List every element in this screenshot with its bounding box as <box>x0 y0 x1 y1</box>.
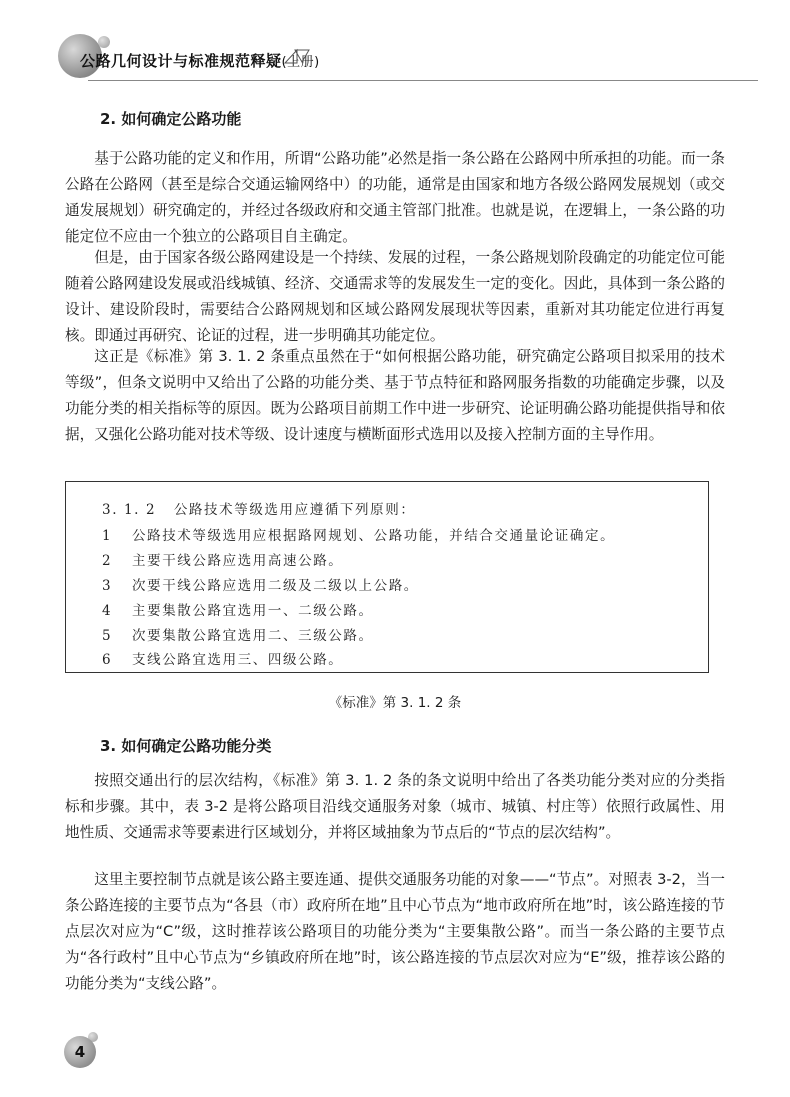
clause-item-number: 1 <box>102 528 113 544</box>
clause-item-number: 2 <box>102 553 113 569</box>
clause-item-text: 公路技术等级选用应根据路网规划、公路功能，并结合交通量论证确定。 <box>132 528 616 544</box>
section-3-title: 3. 如何确定公路功能分类 <box>100 737 272 755</box>
header-small-circle-decoration <box>98 36 110 48</box>
book-title-text: 公路几何设计与标准规范释疑 <box>80 52 282 70</box>
clause-heading-text: 公路技术等级选用应遵循下列原则： <box>173 502 416 518</box>
section-3-paragraph-1: 按照交通出行的层次结构，《标准》第 3. 1. 2 条的条文说明中给出了各类功能分类对应的分类指标和步骤。其中，表 3-2 是将公路项目沿线交通服务对象（城市、城镇、村庄等）依照行政属性、用地性质、交通需求等要素进行区域划分，并将区域抽象为节点后的“节点的层次结构”。 <box>65 772 725 841</box>
section-2-paragraph-3: 这正是《标准》第 3. 1. 2 条重点虽然在于“如何根据公路功能，研究确定公路项目拟采用的技术等级”，但条文说明中又给出了公路的功能分类、基于节点特征和路网服务指数的功能确定步骤，以及功能分类的相关指标等的原因。既为公路项目前期工作中进一步研究、论证明确公路功能提供指导和依据，又强化公路功能对技术等级、设计速度与横断面形式选用以及接入控制方面的主导作用。 <box>65 348 725 443</box>
clause-item <box>102 648 343 668</box>
section-2-paragraph-2: 但是，由于国家各级公路网建设是一个持续、发展的过程，一条公路规划阶段确定的功能定位可能随着公路网建设发展或沿线城镇、经济、交通需求等的发展发生一定的变化。因此，具体到一条公路的设计、建设阶段时，需要结合公路网规划和区域公路网发展现状等因素，重新对其功能定位进行再复核。即通过再研究、论证的过程，进一步明确其功能定位。 <box>65 249 725 344</box>
clause-heading <box>102 498 415 518</box>
clause-item <box>102 574 419 594</box>
book-volume: (上册) <box>281 55 320 70</box>
section-3-paragraph-2: 这里主要控制节点就是该公路主要连通、提供交通服务功能的对象——“节点”。对照表 3-2，当一条公路连接的主要节点为“各县（市）政府所在地”且中心节点为“地市政府所在地”时，该公路连接的节点层次对应为“C”级，这时推荐该公路项目的功能分类为“主要集散公路”。而当一条公路的主要节点为“各行政村”且中心节点为“乡镇政府所在地”时，该公路连接的节点层次对应为“E”级，推荐该公路的功能分类为“支线公路”。 <box>65 871 725 992</box>
clause-item-number: 4 <box>102 603 113 619</box>
header-rule <box>88 80 758 81</box>
clause-item-number: 5 <box>102 628 113 644</box>
clause-item <box>102 599 374 619</box>
clause-item-text: 主要干线公路应选用高速公路。 <box>132 553 344 569</box>
page-number: 4 <box>64 1036 96 1068</box>
clause-item <box>102 549 343 569</box>
clause-item <box>102 524 615 544</box>
clause-number: 3. 1. 2 <box>102 502 157 518</box>
clause-item-text: 支线公路宜选用三、四级公路。 <box>132 652 344 668</box>
clause-item-number: 3 <box>102 578 113 594</box>
clause-caption: 《标准》第 3. 1. 2 条 <box>328 695 462 711</box>
clause-item-number: 6 <box>102 652 113 668</box>
clause-item-text: 次要集散公路宜选用二、三级公路。 <box>132 628 374 644</box>
running-header <box>58 34 758 82</box>
clause-item <box>102 624 374 644</box>
clause-item-text: 主要集散公路宜选用一、二级公路。 <box>132 603 374 619</box>
triangle-decoration-icon <box>284 48 310 64</box>
clause-box <box>65 481 709 673</box>
section-2-paragraph-1: 基于公路功能的定义和作用，所谓“公路功能”必然是指一条公路在公路网中所承担的功能。而一条公路在公路网（甚至是综合交通运输网络中）的功能，通常是由国家和地方各级公路网发展规划（或交通发展规划）研究确定的，并经过各级政府和交通主管部门批准。也就是说，在逻辑上，一条公路的功能定位不应由一个独立的公路项目自主确定。 <box>65 150 725 245</box>
clause-item-text: 次要干线公路应选用二级及二级以上公路。 <box>132 578 419 594</box>
section-2-title: 2. 如何确定公路功能 <box>100 110 242 128</box>
